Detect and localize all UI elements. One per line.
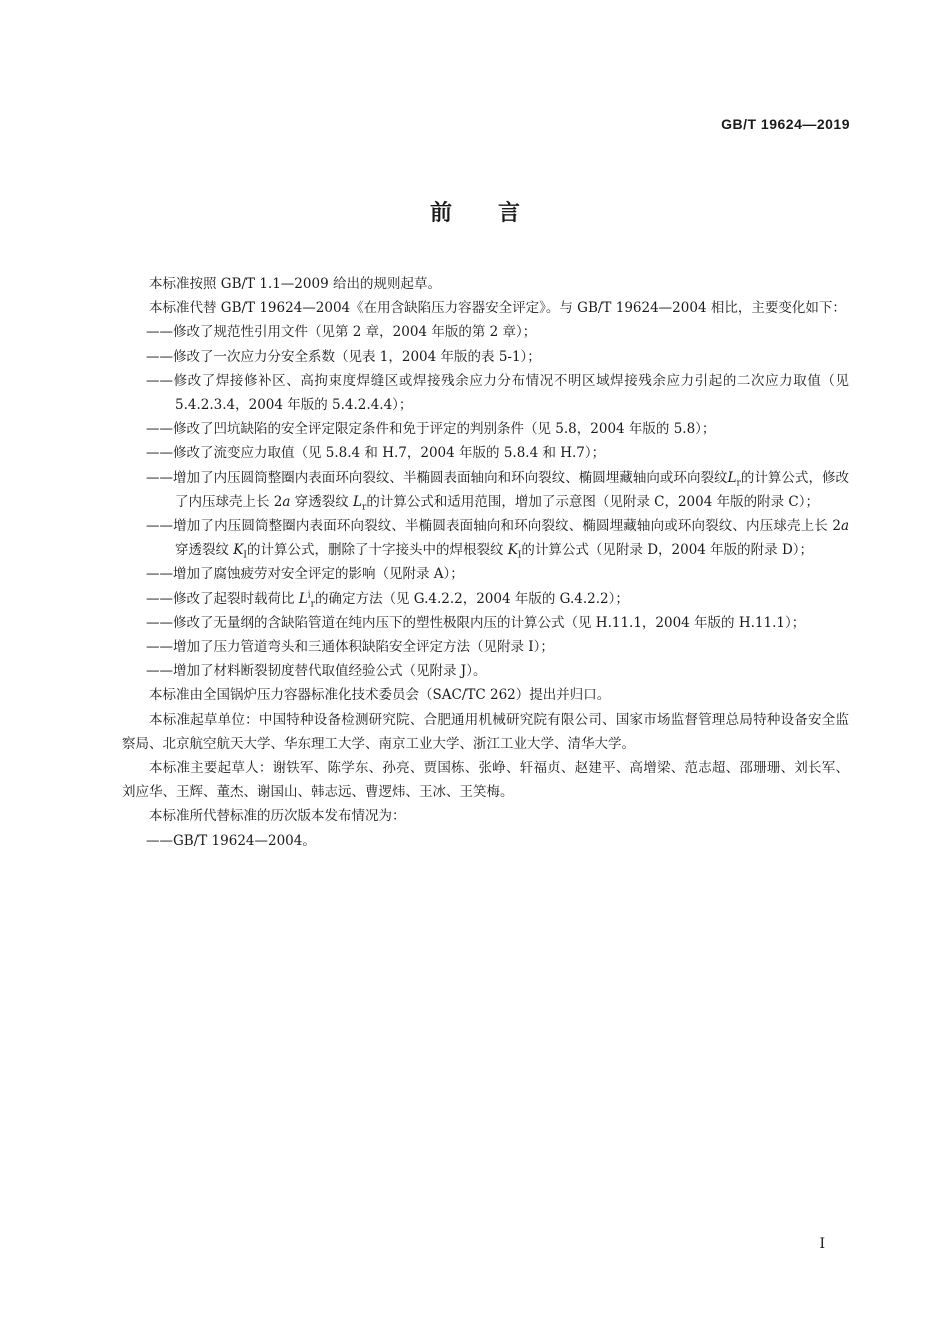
math-var-a: a: [840, 518, 849, 535]
math-var-l: L: [298, 590, 308, 607]
change-text: 的计算公式，修改了内压球壳上长 2: [175, 469, 850, 510]
change-item: ——修改了一次应力分安全系数（见表 1，2004 年版的表 5-1）；: [146, 348, 541, 365]
math-subscript: r: [736, 478, 741, 489]
foreword-body: [122, 272, 849, 853]
math-var-k: K: [233, 542, 244, 559]
change-text: 的确定方法（见 G.4.2.2，2004 年版的 G.4.2.2）；: [314, 590, 629, 607]
change-item: ——修改了焊接修补区、高拘束度焊缝区或焊接残余应力分布情况不明区域焊接残余应力引起的二次应力取值（见 5.4.2.3.4，2004 年版的 5.4.2.4.4）；: [146, 372, 849, 414]
page-number: I: [819, 1236, 825, 1252]
paragraph: 本标准按照 GB/T 1.1—2009 给出的规则起草。: [149, 276, 441, 292]
previous-version-item: ——GB/T 19624—2004。: [146, 832, 316, 849]
math-subscript: I: [243, 550, 247, 561]
change-text: 的计算公式和适用范围，增加了示意图（见附录 C，2004 年版的附录 C）；: [366, 493, 819, 510]
change-item: ——增加了压力管道弯头和三通体积缺陷安全评定方法（见附录 I）；: [146, 639, 554, 656]
standard-code: GB/T 19624—2019: [721, 116, 850, 132]
change-text: 穿透裂纹: [290, 493, 354, 510]
change-item: [122, 514, 849, 562]
math-var-a: a: [282, 493, 291, 510]
change-text: ——增加了内压圆筒整圈内表面环向裂纹、半椭圆表面轴向和环向裂纹、椭圆埋藏轴向或环向裂纹、内压球壳上长 2: [146, 518, 841, 535]
math-var-l: L: [727, 469, 737, 486]
paragraph: 本标准代替 GB/T 19624—2004《在用含缺陷压力容器安全评定》。与 GB/T 19624—2004 相比，主要变化如下：: [149, 300, 846, 317]
math-superscript: i: [307, 590, 311, 601]
page-title: 前言: [429, 201, 566, 226]
change-item: ——增加了材料断裂韧度替代取值经验公式（见附录 J）。: [146, 663, 487, 680]
math-subscript: I: [517, 550, 522, 561]
change-text: 穿透裂纹: [175, 542, 234, 559]
change-item: ——修改了凹坑缺陷的安全评定限定条件和免于评定的判别条件（见 5.8，2004 年版的 5.8）；: [146, 421, 716, 438]
change-text: 的计算公式（见附录 D，2004 年版的附录 D）；: [521, 542, 814, 559]
change-item: [122, 466, 849, 514]
paragraph: 本标准所代替标准的历次版本发布情况为：: [149, 808, 406, 825]
paragraph: 本标准起草单位：中国特种设备检测研究院、合肥通用机械研究院有限公司、国家市场监督管理总局特种设备安全监察局、北京航空航天大学、华东理工大学、南京工业大学、浙江工业大学、清华大学。: [122, 711, 849, 752]
change-text: ——增加了内压圆筒整圈内表面环向裂纹、半椭圆表面轴向和环向裂纹、椭圆埋藏轴向或环向裂纹: [146, 469, 728, 486]
change-item: ——修改了无量纲的含缺陷管道在纯内压下的塑性极限内压的计算公式（见 H.11.1，2004 年版的 H.11.1）；: [146, 614, 806, 631]
math-var-k: K: [507, 542, 518, 559]
paragraph: 本标准主要起草人：谢铁军、陈学东、孙亮、贾国栋、张峥、轩福贞、赵建平、高增梁、范志超、邵珊珊、刘长军、刘应华、王辉、董杰、谢国山、韩志远、曹逻炜、王冰、王笑梅。: [122, 760, 849, 801]
change-item: ——增加了腐蚀疲劳对安全评定的影响（见附录 A）；: [146, 566, 464, 583]
change-item: ——修改了规范性引用文件（见第 2 章，2004 年版的第 2 章）；: [146, 324, 537, 341]
paragraph: 本标准由全国锅炉压力容器标准化技术委员会（SAC/TC 262）提出并归口。: [149, 687, 611, 704]
math-subscript: r: [310, 599, 315, 610]
change-item: [122, 587, 849, 611]
change-text: ——修改了起裂时载荷比: [146, 590, 299, 607]
math-var-l: L: [353, 493, 363, 510]
change-item: ——修改了流变应力取值（见 5.8.4 和 H.7，2004 年版的 5.8.4 和 H.7）；: [146, 445, 606, 462]
change-text: 的计算公式，删除了十字接头中的焊根裂纹: [246, 542, 508, 559]
math-subscript: r: [362, 502, 367, 513]
